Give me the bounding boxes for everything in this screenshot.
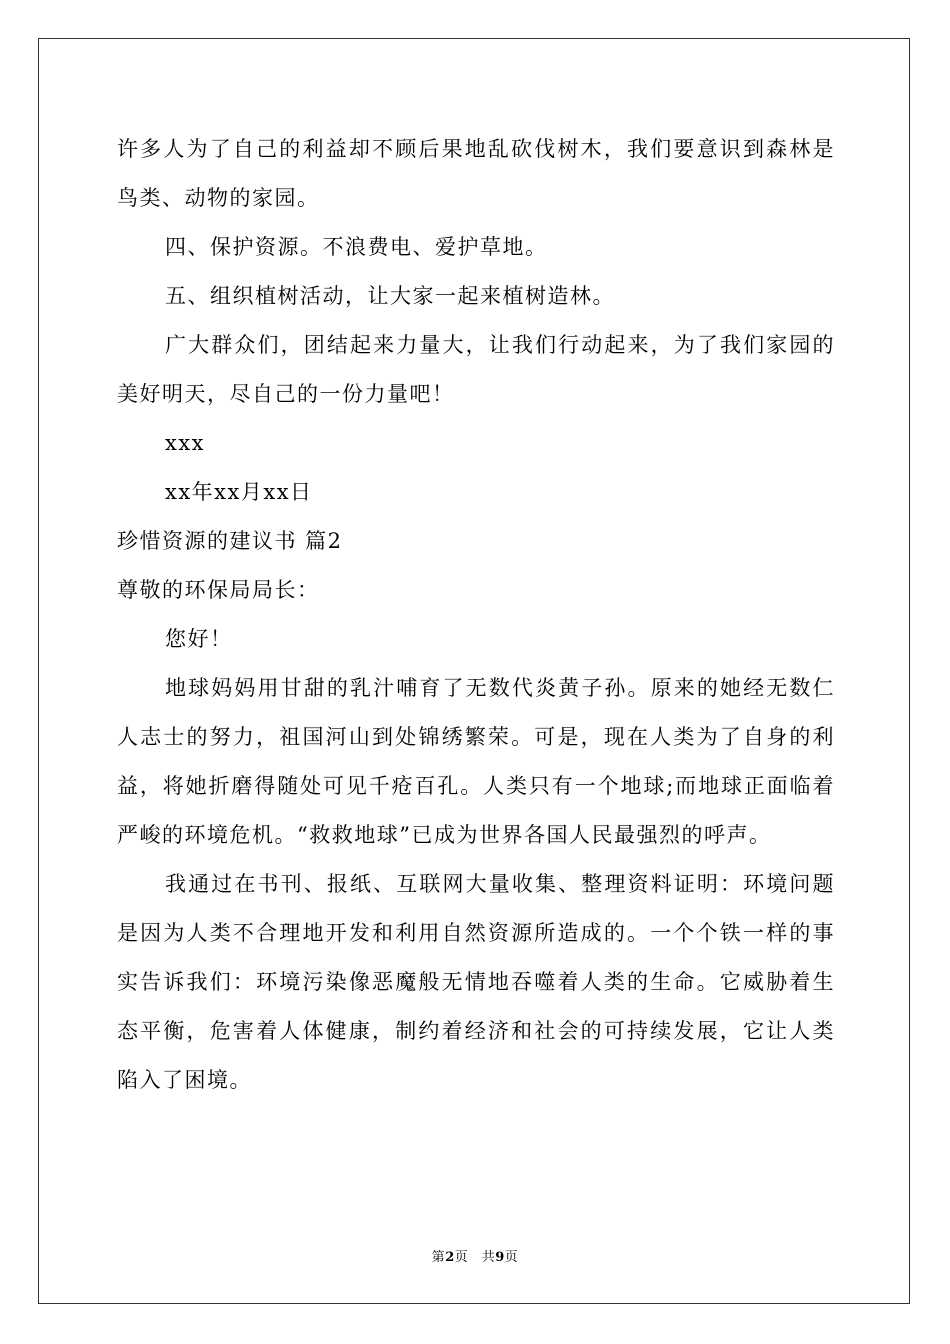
section-title: 珍惜资源的建议书 篇2 bbox=[117, 529, 343, 553]
paragraph: 我通过在书刊、报纸、互联网大量收集、整理资料证明：环境问题是因为人类不合理地开发和利用自然资源所造成的。一个个铁一样的事实告诉我们：环境污染像恶魔般无情地吞噬着人类的生命。它威胁着生态平衡，危害着人体健康，制约着经济和社会的可持续发展，它让人类陷入了困境。 bbox=[117, 872, 835, 1092]
paragraph: 四、保护资源。不浪费电、爱护草地。 bbox=[165, 235, 548, 259]
paragraph: 地球妈妈用甘甜的乳汁哺育了无数代炎黄子孙。原来的她经无数仁人志士的努力，祖国河山到处锦绣繁荣。可是，现在人类为了自身的利益，将她折磨得随处可见千疮百孔。人类只有一个地球;而地球正面临着严峻的环境危机。“救救地球”已成为世界各国人民最强烈的呼声。 bbox=[117, 676, 835, 847]
footer-suffix: 页 bbox=[504, 1250, 519, 1265]
paragraph: 广大群众们，团结起来力量大，让我们行动起来，为了我们家园的美好明天，尽自己的一份力量吧！ bbox=[117, 333, 835, 406]
paragraph: 五、组织植树活动，让大家一起来植树造林。 bbox=[165, 284, 615, 308]
footer-middle: 页 共 bbox=[454, 1250, 496, 1265]
document-body bbox=[117, 125, 835, 1105]
salutation: 尊敬的环保局局长： bbox=[117, 578, 320, 602]
signature-name: xxx bbox=[165, 431, 206, 455]
footer-prefix: 第 bbox=[431, 1250, 446, 1265]
greeting: 您好！ bbox=[165, 627, 233, 651]
total-pages-number: 9 bbox=[495, 1250, 505, 1265]
paragraph: 许多人为了自己的利益却不顾后果地乱砍伐树木，我们要意识到森林是鸟类、动物的家园。 bbox=[117, 137, 835, 210]
page-footer bbox=[0, 1248, 950, 1268]
current-page-number: 2 bbox=[445, 1250, 455, 1265]
signature-date: xx年xx月xx日 bbox=[165, 480, 313, 504]
